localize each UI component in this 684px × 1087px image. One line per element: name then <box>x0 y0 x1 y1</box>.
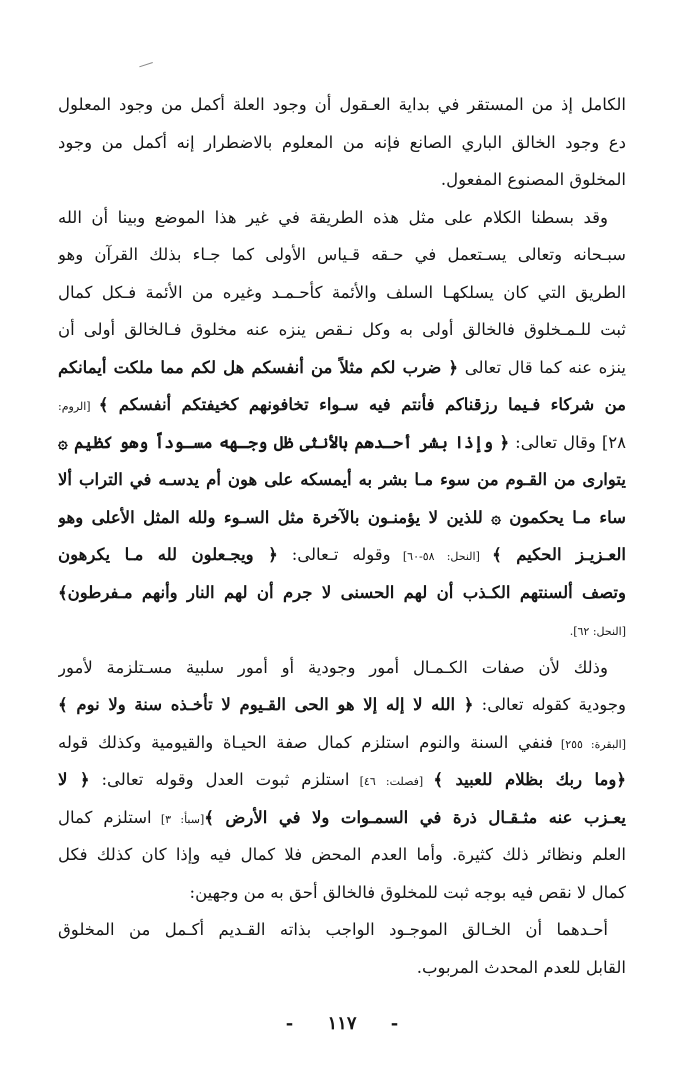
quran-verse: ساء مـا يحكمون ۞ للذين لا يؤمنـون بالآخرة مثل السـوء ولله المثل الأعلى وهو <box>58 507 626 527</box>
quran-verse: العـزيـز الحكيم ﴾ <box>492 545 626 564</box>
text-line <box>58 611 626 649</box>
text-segment: وجودية كقوله تعالى: <box>473 695 626 714</box>
text-segment: الطريق التي كان يسلكهـا السلف والأئمة كأحـمـد وغيره من الأئمة فـكل كمال <box>58 282 626 302</box>
text-segment: أحـدهما أن الخـالق الموجـود الواجب بذاته القـديم أكـمل من المخلوق <box>58 920 608 939</box>
quran-verse: من شركاء فـيما رزقناكم فأنتم فيه سـواء تخافونهم كخيفتكم أنفسكم ﴾ <box>98 395 626 414</box>
text-line <box>58 499 626 537</box>
text-line <box>58 424 626 462</box>
text-line <box>58 874 626 912</box>
footer-dash-left: - <box>285 1013 294 1034</box>
text-segment: ثبت للـمـخلوق فالخالق أولى به وكل نـقص ينزه عنه مخلوق فـالخالق أولى أن <box>58 320 626 339</box>
text-line <box>58 799 626 837</box>
text-line <box>58 386 626 424</box>
verse-reference: [سبأ: ٣] <box>151 812 205 826</box>
page-number: ١١٧ <box>327 1013 357 1034</box>
text-segment: وذلك لأن صفات الكـمـال أمور وجودية أو أمور سلبية مسـتلزمة لأمور <box>58 657 608 677</box>
text-segment: كمال لا نقص فيه بوجه ثبت للمخلوق فالخالق أحق به من وجهين: <box>189 882 626 902</box>
text-segment: الكامل إذ من المستقر في بداية العـقول أن وجود العلة أكمل من وجود المعلول <box>58 95 626 114</box>
quran-verse: ﴿ الله لا إله إلا هو الحى القـيوم لا تأخـذه سنة ولا نوم ﴾ <box>58 695 474 714</box>
text-segment: القابل للعدم المحدث المربوب. <box>416 957 626 977</box>
verse-reference: [الروم: <box>58 400 99 413</box>
text-segment: وقوله تـعالى: <box>277 545 391 564</box>
text-segment: وقد بسطنا الكلام على مثل هذه الطريقة في غير هذا الموضع وبينا أن الله <box>58 207 608 227</box>
text-line <box>58 911 626 949</box>
text-segment: ٢٨] وقال تعالى: <box>509 432 626 452</box>
text-line <box>58 274 626 312</box>
text-line <box>58 124 626 162</box>
verse-reference: [فصلت: ٤٦] <box>349 775 434 788</box>
verse-reference: [النحل: ٦٢]. <box>569 625 626 638</box>
quran-verse: يعـزب عنه مثـقـال ذرة في السمـوات ولا في الأرض ﴾ <box>204 807 626 827</box>
quran-verse: يتوارى من القـوم من سوء مـا بشر به أيمسكه على هون أم يدسـه في التراب ألا <box>58 470 626 489</box>
text-segment: استلزم كمال <box>58 807 152 827</box>
quran-verse: ﴿ وإذا بشر أحـدهم بالأنثى ظل وجـهه مسـوداً وهو كظيم ۞ <box>58 432 510 452</box>
text-line <box>58 349 626 387</box>
quran-verse: ﴿ لا <box>58 770 90 789</box>
text-segment: فنفي السنة والنوم استلزم كمال صفة الحيـاة والقيومية وكذلك قوله <box>58 732 553 752</box>
page-body-text <box>58 86 626 986</box>
text-segment: دع وجود الخالق الباري الصانع فإنه من المعلوم بالاضطرار إنه أكمل من وجود <box>58 132 626 152</box>
text-line <box>58 949 626 987</box>
text-line <box>58 649 626 687</box>
footer-dash-right: - <box>390 1013 399 1034</box>
text-line <box>58 311 626 349</box>
text-line <box>58 199 626 237</box>
text-line <box>58 86 626 124</box>
verse-reference: [البقرة: ٢٥٥] <box>552 737 626 751</box>
verse-reference: [النحل: ٥٨-٦٠] <box>390 550 493 563</box>
quran-verse: وتصف ألسنتهم الكـذب أن لهم الحسنى لا جرم أن لهم النار وأنهم مـفرطون﴾ <box>58 582 626 602</box>
text-line <box>58 686 626 724</box>
page-footer <box>0 1013 684 1034</box>
decorative-mark <box>139 62 154 73</box>
text-line <box>58 574 626 612</box>
text-line <box>58 536 626 574</box>
text-line <box>58 161 626 199</box>
text-line <box>58 236 626 274</box>
text-segment: العلم ونظائر ذلك كثيرة. وأما العدم المحض فلا كمال فيه وإذا كان كذلك فكل <box>58 845 626 864</box>
text-line <box>58 461 626 499</box>
text-line <box>58 724 626 762</box>
quran-verse: ﴿وما ربك بظلام للعبيد ﴾ <box>433 770 626 789</box>
quran-verse: ﴿ ضرب لكم مثلاً من أنفسكم هل لكم مما ملكت أيمانكم <box>58 357 459 377</box>
text-line <box>58 761 626 799</box>
text-segment: سبـحانه وتعالى يسـتعمل في حـقه قـياس الأولى كما جـاء بذلك القرآن وهو <box>58 245 626 264</box>
text-segment: استلزم ثبوت العدل وقوله تعالى: <box>89 770 350 789</box>
text-line <box>58 836 626 874</box>
text-segment: ينزه عنه كما قال تعالى <box>458 357 626 377</box>
text-segment: المخلوق المصنوع المفعول. <box>440 170 626 189</box>
quran-verse: ﴿ ويجـعلون لله مـا يكرهون <box>58 545 278 564</box>
